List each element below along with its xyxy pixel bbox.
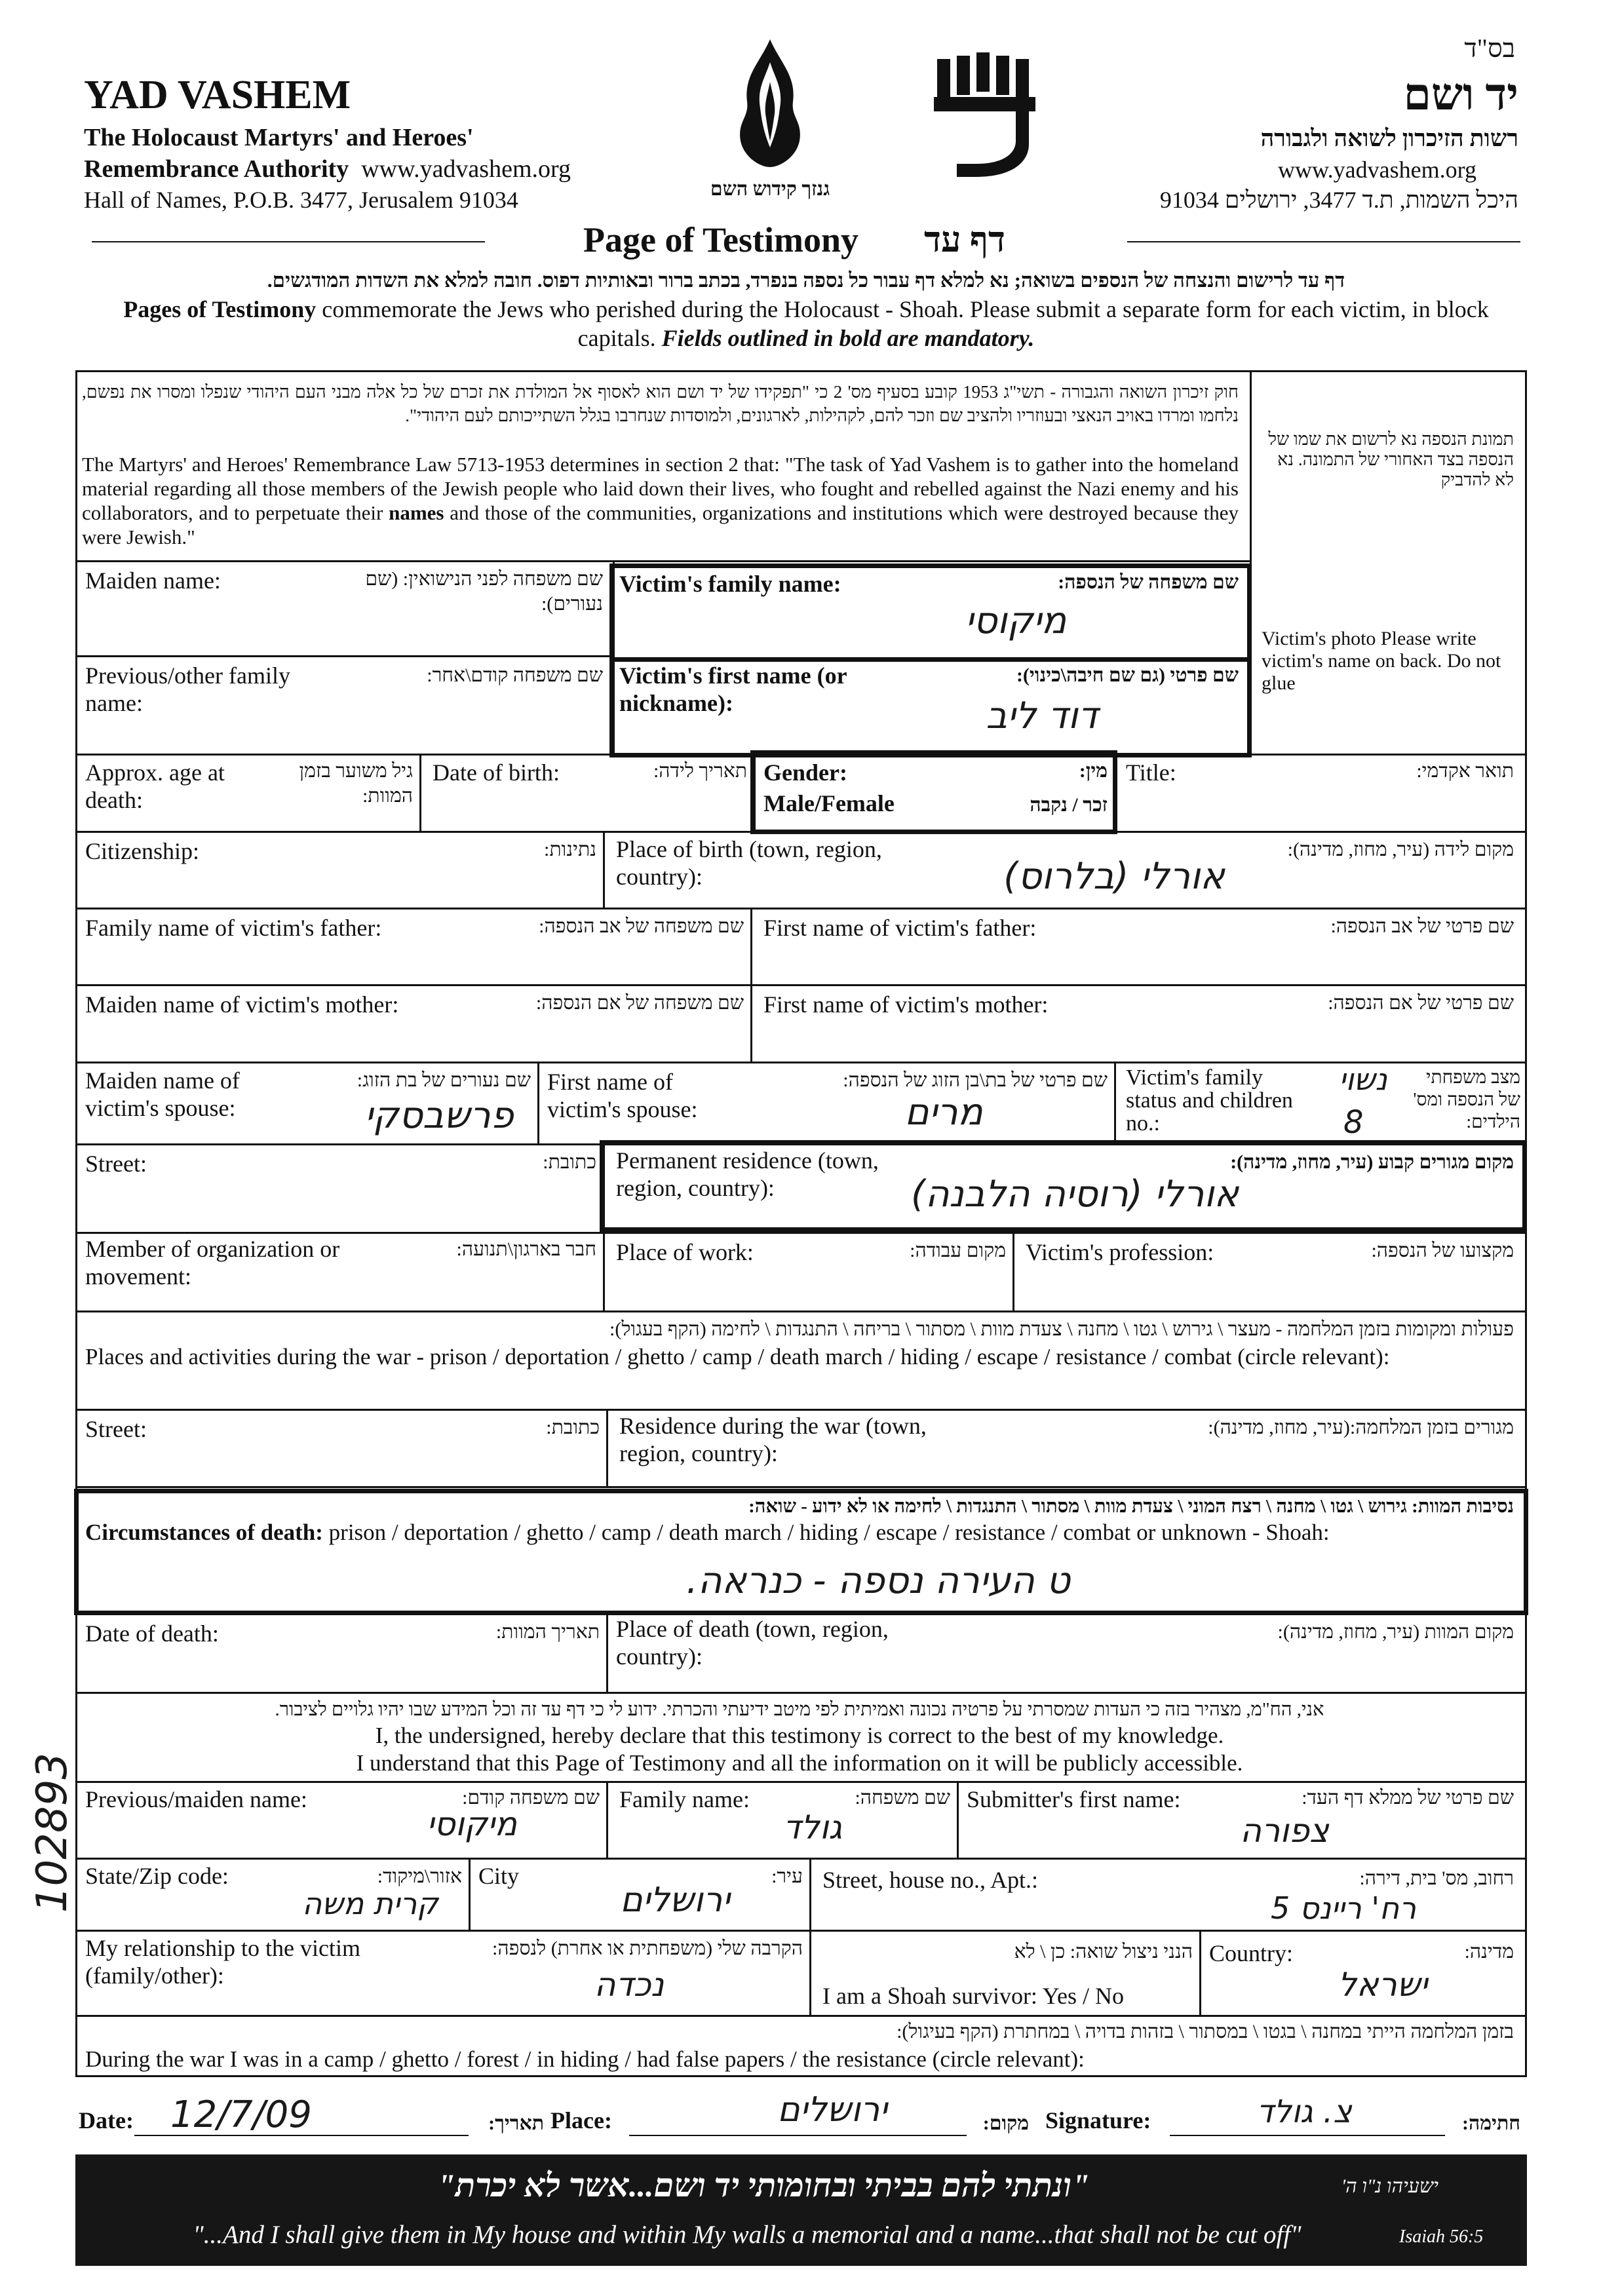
org-sub1-en: The Holocaust Martyrs' and Heroes' xyxy=(84,124,474,151)
family-name-label: Victim's family name: xyxy=(619,571,841,597)
address-label: Street, house no., Apt.: xyxy=(822,1867,1038,1893)
banner-ref-en: Isaiah 56:5 xyxy=(1399,2227,1484,2247)
col-sep-sub1b xyxy=(957,1781,959,1858)
zip-label: State/Zip code: xyxy=(85,1863,229,1889)
submitter-first-name-value[interactable]: צפורה xyxy=(1240,1812,1329,1850)
banner-quote-he: "ונתתי להם בביתי ובחומותי יד ושם...אשר לא יכרת" xyxy=(437,2167,1090,2204)
date-label-he: תאריך: xyxy=(488,2113,544,2134)
col-sep-sub1a xyxy=(606,1781,608,1858)
address-value[interactable]: רח' ריינס 5 xyxy=(1271,1890,1416,1926)
col-sep-sub2a xyxy=(469,1858,471,1930)
col-sep-spouse1 xyxy=(537,1062,539,1143)
father-family-label-he: שם משפחה של אב הנספה: xyxy=(539,915,744,937)
submitter-family-name-label: Family name: xyxy=(619,1786,750,1812)
birthplace-value[interactable]: אורלי (בלרוס) xyxy=(1003,855,1225,898)
death-date-label-he: תאריך המוות: xyxy=(495,1621,600,1643)
gender-options[interactable]: Male/Female xyxy=(763,790,895,816)
mother-first-label-he: שם פרטי של אם הנספה: xyxy=(1328,992,1514,1014)
street-label-he: כתובת: xyxy=(543,1151,596,1173)
country-label: Country: xyxy=(1209,1940,1294,1966)
row-sep-death xyxy=(75,1692,1527,1694)
declaration-en-1: I, the undersigned, hereby declare that this testimony is correct to the best of my knowledge. xyxy=(375,1723,1224,1748)
dob-label-he: תאריך לידה: xyxy=(653,760,747,782)
workplace-label: Place of work: xyxy=(616,1239,754,1265)
date-value[interactable]: 12/7/09 xyxy=(170,2094,312,2136)
row-sep-warres xyxy=(75,1486,1527,1488)
maiden-name-label-he: שם משפחה לפני הנישואין: (שם נעורים): xyxy=(365,568,603,615)
first-name-label-he: שם פרטי (גם שם חיבה\כינוי): xyxy=(1016,664,1239,686)
col-sep-sub3a xyxy=(809,1930,811,2015)
org-site-he: www.yadvashem.org xyxy=(1278,157,1476,183)
maiden-name-label: Maiden name: xyxy=(85,567,221,594)
death-place-label-he: מקום המוות (עיר, מחוז, מדינה): xyxy=(1277,1621,1514,1643)
title-he: דף עד xyxy=(924,220,1005,259)
row-sep-mother xyxy=(75,1062,1527,1063)
signature-label: Signature: xyxy=(1045,2107,1151,2133)
col-sep-warres xyxy=(606,1409,608,1486)
spouse-first-label-he: שם פרטי של בת\בן הזוג של הנספה: xyxy=(843,1069,1108,1091)
family-name-label-he: שם משפחה של הנספה: xyxy=(1058,571,1239,593)
row-sep-declaration xyxy=(75,1781,1527,1783)
family-status-value[interactable]: נשוי xyxy=(1339,1062,1387,1097)
place-label: Place: xyxy=(550,2107,612,2133)
birthplace-label-he: מקום לידה (עיר, מחוז, מדינה): xyxy=(1287,839,1514,860)
bsd-mark: בס"ד xyxy=(1464,33,1515,63)
row-sep-submitter1 xyxy=(75,1858,1527,1860)
menorah-logo-icon xyxy=(931,52,1042,183)
org-name-he: יד ושם xyxy=(1403,69,1518,119)
survivor-label[interactable]: I am a Shoah survivor: Yes / No xyxy=(822,1983,1124,2009)
gender-options-he[interactable]: זכר / נקבה xyxy=(1030,794,1108,816)
photo-note-en: Victim's photo Please write victim's name on back. Do not glue xyxy=(1262,628,1501,694)
age-label: Approx. age at death: xyxy=(85,759,225,813)
relationship-label: My relationship to the victim (family/other): xyxy=(85,1935,360,1989)
family-status-label: Victim's family status and children no.: xyxy=(1126,1065,1293,1136)
place-value[interactable]: ירושלים xyxy=(777,2090,887,2130)
mother-maiden-label: Maiden name of victim's mother: xyxy=(85,991,399,1018)
submitter-prev-name-label-he: שם משפחה קודם: xyxy=(462,1787,600,1808)
war-residence-label-he: מגורים בזמן המלחמה:(עיר, מחוז, מדינה): xyxy=(1208,1417,1514,1438)
col-sep-death xyxy=(606,1613,608,1692)
org-name-en: YAD VASHEM xyxy=(84,73,351,117)
country-value[interactable]: ישראל xyxy=(1338,1966,1428,2004)
relationship-value[interactable]: נכדה xyxy=(594,1966,665,2004)
mother-first-label: First name of victim's mother: xyxy=(763,991,1049,1018)
banner-quote-en: "...And I shall give them in My house and within My walls a memorial and a name...that shall not be cut off" xyxy=(193,2221,1302,2249)
academic-title-label-he: תואר אקדמי: xyxy=(1416,760,1514,782)
age-label-he: גיל משוער בזמן המוות: xyxy=(299,760,413,807)
declaration-en-2: I understand that this Page of Testimony and all the information on it will be publicly accessible. xyxy=(356,1750,1243,1776)
submitter-first-name-label-he: שם פרטי של ממלא דף העד: xyxy=(1302,1787,1514,1808)
previous-name-label: Previous/other family name: xyxy=(85,662,290,716)
title-rule-right xyxy=(1127,241,1520,242)
mother-maiden-label-he: שם משפחה של אם הנספה: xyxy=(535,992,744,1014)
father-first-label: First name of victim's father: xyxy=(763,915,1037,941)
intro-en: Pages of Testimony commemorate the Jews who perished during the Holocaust - Shoah. Please submit a separate form for each victim, in block capitals. Fields outlined in bold are mandatory. xyxy=(123,296,1489,351)
circumstances-label: Circumstances of death: prison / deportation / ghetto / camp / death march / hiding / escape / resistance / combat or unknown - Shoah: xyxy=(85,1520,1330,1545)
flame-logo-icon xyxy=(724,36,816,180)
spouse-first-label: First name of victim's spouse: xyxy=(547,1069,698,1122)
org-addr-he: היכל השמות, ת.ד 3477, ירושלים 91034 xyxy=(1159,187,1518,213)
submitter-first-name-label: Submitter's first name: xyxy=(967,1786,1181,1812)
org-addr-en: Hall of Names, P.O.B. 3477, Jerusalem 91034 xyxy=(84,187,518,213)
row-sep-street xyxy=(75,1232,1527,1234)
first-name-value[interactable]: דוד ליב xyxy=(986,695,1098,737)
birthplace-label: Place of birth (town, region, country): xyxy=(616,836,882,890)
spouse-maiden-label-he: שם נעורים של בת הזוג: xyxy=(357,1069,531,1091)
spouse-first-value[interactable]: מרים xyxy=(904,1091,983,1134)
spouse-maiden-value[interactable]: פרשבסקי xyxy=(364,1094,514,1137)
submitter-family-name-label-he: שם משפחה: xyxy=(855,1787,950,1808)
row-sep-citizen xyxy=(75,908,1527,909)
workplace-label-he: מקום עבודה: xyxy=(910,1240,1006,1261)
row-sep-submitter3 xyxy=(75,2015,1527,2017)
member-label: Member of organization or movement: xyxy=(85,1236,340,1290)
logo-caption: גנזך קידוש השם xyxy=(710,178,830,200)
row-sep-law xyxy=(75,560,1250,562)
title-en: Page of Testimony xyxy=(583,220,859,259)
col-sep-age xyxy=(419,754,421,831)
place-label-he: מקום: xyxy=(982,2113,1029,2134)
signature-label-he: חתימה: xyxy=(1462,2113,1520,2134)
zip-value[interactable]: קרית משה xyxy=(302,1886,438,1921)
city-label: City xyxy=(478,1863,520,1889)
org-sub-he: רשות הזיכרון לשואה ולגבורה xyxy=(1260,125,1518,151)
date-label: Date: xyxy=(79,2107,134,2133)
member-label-he: חבר בארגון\תנועה: xyxy=(456,1238,596,1260)
children-count-value[interactable]: 8 xyxy=(1343,1104,1364,1141)
war-street-label-he: כתובת: xyxy=(546,1417,600,1438)
submitter-prev-name-value[interactable]: מיקוסי xyxy=(427,1805,517,1843)
row-sep-maiden xyxy=(75,655,613,657)
circumstances-value[interactable]: ט העירה נספה - כנראה. xyxy=(686,1559,1070,1602)
row-sep-member xyxy=(75,1311,1527,1312)
circumstances-label-he: נסיבות המוות: גירוש \ גטו \ מחנה \ רצח המוני \ צעדת מוות \ מסתור \ התנגדות \ לחימה או לא ידוע - שואה: xyxy=(748,1496,1514,1517)
banner-ref-he: ישעיהו נ"ו ה' xyxy=(1341,2175,1438,2197)
quote-banner xyxy=(75,2154,1527,2266)
first-name-label: Victim's first name (or nickname): xyxy=(619,662,847,716)
col-sep-sub2b xyxy=(809,1858,811,1930)
permanent-residence-label-he: מקום מגורים קבוע (עיר, מחוז, מדינה): xyxy=(1230,1151,1514,1173)
family-name-value[interactable]: מיקוסי xyxy=(965,600,1067,642)
spouse-maiden-label: Maiden name of victim's spouse: xyxy=(85,1067,240,1121)
father-first-label-he: שם פרטי של אב הנספה: xyxy=(1330,915,1514,937)
permanent-residence-value[interactable]: אורלי (רוסיה הלבנה) xyxy=(910,1173,1239,1215)
law-he: חוק זיכרון השואה והגבורה - תשי"ג 1953 קובע בסעיף מס' 2 כי "תפקידו של יד ושם הוא לאסוף אל המולדת את זכרם של כל אלה מבני העם היהודי שנפלו ומסרו את נפשם, נלחמו ומרדו באויב הנאצי ובעוזריו ולהציב שם וזכר להם, לקהילות, לארגונים, ולמוסדות שנחרבו בגלל השתייכותם לעם היהודי". xyxy=(82,382,1239,425)
war-activities-label: Places and activities during the war - prison / deportation / ghetto / camp / death march / hiding / escape / resistance / combat (circle relevant): xyxy=(85,1344,1390,1369)
law-en: The Martyrs' and Heroes' Remembrance Law 5713-1953 determines in section 2 that: "The task of Yad Vashem is to gather into the homeland material regarding all those members of the Jewish people who laid down their lives, who fought and rebelled against the Nazi enemy and his collaborators, and to perpetuate their names and those of the communities, organizations and institutions which were destroyed because they were Jewish." xyxy=(82,453,1239,548)
survivor-label-he[interactable]: הנני ניצול שואה: כן \ לא xyxy=(1014,1941,1193,1962)
city-value[interactable]: ירושלים xyxy=(620,1881,730,1920)
zip-label-he: אזור\מיקוד: xyxy=(377,1866,462,1887)
academic-title-label: Title: xyxy=(1126,759,1176,786)
title-rule-left xyxy=(92,241,485,242)
col-sep-spouse2 xyxy=(1114,1062,1116,1143)
intro-he: דף עד לרישום והנצחה של הנספים בשואה; נא למלא דף עבור כל נספה בנפרד, בכתב ברור ובאותיות דפוס. חובה למלא את השדות המודגשים. xyxy=(267,269,1345,292)
address-label-he: רחוב, מס' בית, דירה: xyxy=(1359,1867,1514,1889)
war-activities-label-he: פעולות ומקומות בזמן המלחמה - מעצר \ גירוש \ גטו \ מחנה \ צעדת מוות \ מסתור \ בריחה \ התנגדות \ לחימה (הקף בעגול): xyxy=(609,1318,1514,1340)
citizenship-label-he: נתינות: xyxy=(544,839,596,860)
father-family-label: Family name of victim's father: xyxy=(85,915,382,941)
col-sep-sub3b xyxy=(1199,1930,1201,2015)
citizenship-label: Citizenship: xyxy=(85,838,199,864)
dob-label: Date of birth: xyxy=(433,759,560,786)
death-place-label: Place of death (town, region, country): xyxy=(616,1616,889,1670)
signature-line xyxy=(1170,2135,1445,2136)
city-label-he: עיר: xyxy=(771,1866,803,1887)
family-status-label-he: מצב משפחתי של הנספה ומס' הילדים: xyxy=(1413,1067,1520,1132)
place-line xyxy=(629,2135,967,2136)
org-sub2-en: Remembrance Authority www.yadvashem.org xyxy=(84,155,571,183)
street-label: Street: xyxy=(85,1151,147,1177)
previous-name-label-he: שם משפחה קודם\אחר: xyxy=(427,664,603,686)
country-label-he: מדינה: xyxy=(1464,1941,1514,1962)
margin-record-number: 102893 xyxy=(28,1752,77,1913)
gender-label: Gender: xyxy=(763,759,847,786)
profession-label: Victim's profession: xyxy=(1026,1239,1214,1265)
war-street-label: Street: xyxy=(85,1416,147,1442)
col-sep-work xyxy=(1013,1232,1014,1311)
permanent-residence-label: Permanent residence (town, region, country): xyxy=(616,1147,879,1201)
col-sep-citizen xyxy=(603,831,605,908)
death-date-label: Date of death: xyxy=(85,1620,219,1647)
war-residence-label: Residence during the war (town, region, country): xyxy=(619,1413,927,1466)
col-sep-parents xyxy=(750,908,752,1062)
submitter-prev-name-label: Previous/maiden name: xyxy=(85,1786,307,1812)
profession-label-he: מקצועו של הנספה: xyxy=(1371,1240,1514,1261)
relationship-label-he: הקרבה שלי (משפחתית או אחרת) לנספה: xyxy=(492,1938,803,1959)
row-sep-places xyxy=(75,1409,1527,1411)
row-sep-submitter2 xyxy=(75,1930,1527,1932)
submitter-war-label: During the war I was in a camp / ghetto / forest / in hiding / had false papers / the resistance (circle relevant): xyxy=(85,2046,1085,2072)
row-sep-father xyxy=(75,984,1527,986)
signature-value[interactable]: צ. גולד xyxy=(1256,2094,1352,2130)
submitter-family-name-value[interactable]: גולד xyxy=(783,1808,842,1846)
photo-note-he: תמונת הנספה נא לרשום את שמו של הנספה בצד האחורי של התמונה. נא לא להדביק xyxy=(1268,429,1514,489)
submitter-war-label-he: בזמן המלחמה הייתי במחנה \ בגטו \ במסתור \ בזהות בדויה \ במחתרת (הקף בעיגול): xyxy=(897,2021,1514,2042)
gender-label-he: מין: xyxy=(1079,760,1108,782)
declaration-he: אני, הח"מ, מצהיר בזה כי העדות שמסרתי על פרטיה נכונה ואמיתית לפי מיטב ידיעתי והכרתי. ידוע לי כי דף עד זה וכל המידע שבו יהיו גלויים לציבור. xyxy=(275,1699,1324,1720)
